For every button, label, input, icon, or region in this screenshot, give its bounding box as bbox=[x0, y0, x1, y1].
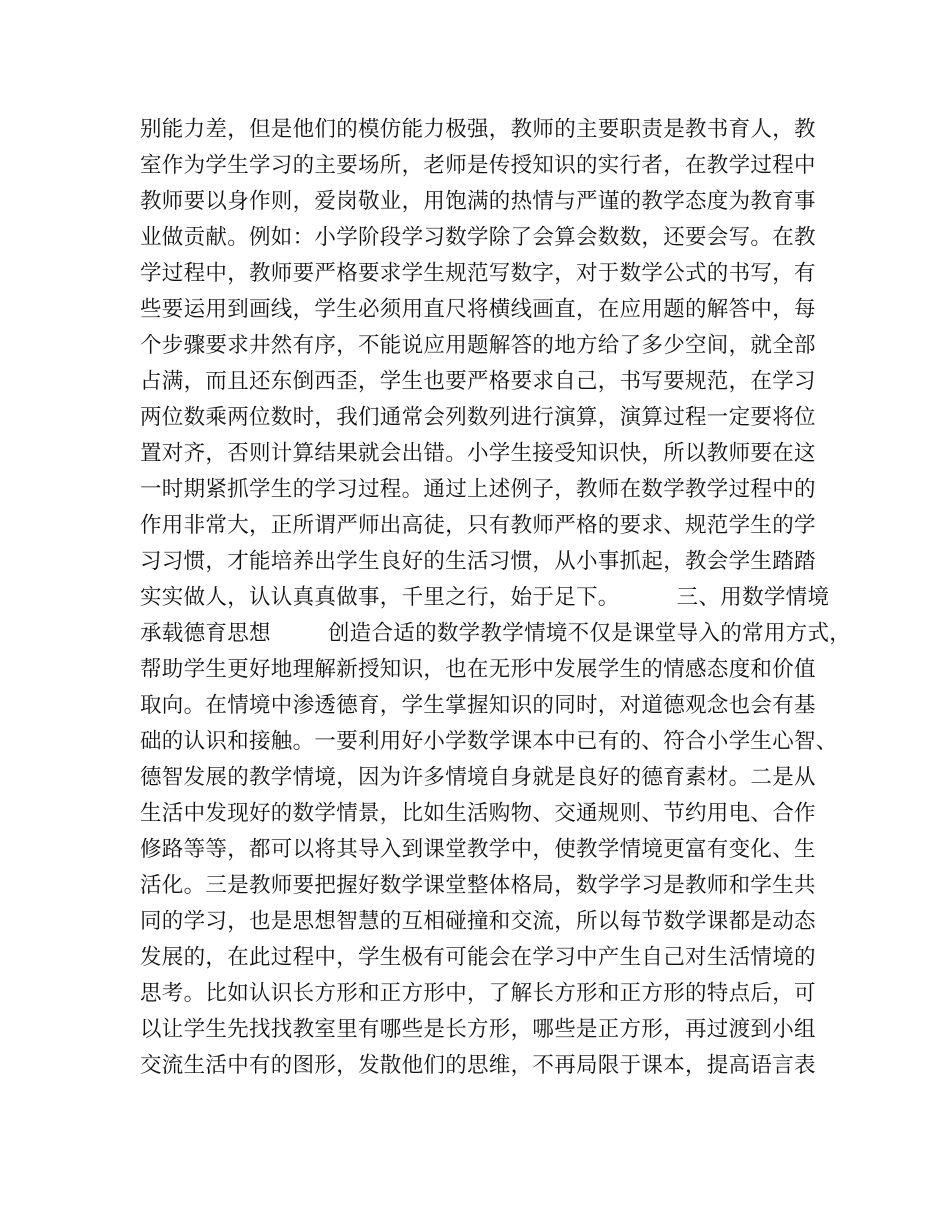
text-line: 德智发展的教学情境，因为许多情境自身就是良好的德育素材。二是从 bbox=[140, 765, 816, 790]
text-line: 取向。在情境中渗透德育，学生掌握知识的同时，对道德观念也会有基 bbox=[140, 693, 816, 718]
text-line: 一时期紧抓学生的学习过程。通过上述例子，教师在数学教学过程中的 bbox=[140, 477, 816, 502]
text-line: 帮助学生更好地理解新授知识，也在无形中发展学生的情感态度和价值 bbox=[140, 657, 816, 682]
text-line: 学过程中，教师要严格要求学生规范写数字，对于数学公式的书写，有 bbox=[140, 261, 816, 286]
body-text bbox=[140, 112, 852, 1084]
text-line: 以让学生先找找教室里有哪些是长方形，哪些是正方形，再过渡到小组 bbox=[140, 1017, 816, 1042]
text-line: 习习惯，才能培养出学生良好的生活习惯，从小事抓起，教会学生踏踏 bbox=[140, 549, 816, 574]
text-line: 置对齐，否则计算结果就会出错。小学生接受知识快，所以教师要在这 bbox=[140, 441, 816, 466]
text-line: 室作为学生学习的主要场所，老师是传授知识的实行者，在教学过程中 bbox=[140, 153, 816, 178]
text-line: 同的学习，也是思想智慧的互相碰撞和交流，所以每节数学课都是动态 bbox=[140, 909, 816, 934]
text-line: 两位数乘两位数时，我们通常会列数列进行演算，演算过程一定要将位 bbox=[140, 405, 816, 430]
text-line: 实实做人，认认真真做事，千里之行，始于足下。 三、用数学情境 bbox=[140, 585, 830, 610]
text-line: 教师要以身作则，爱岗敬业，用饱满的热情与严谨的教学态度为教育事 bbox=[140, 189, 816, 214]
text-line: 思考。比如认识长方形和正方形中，了解长方形和正方形的特点后，可 bbox=[140, 981, 816, 1006]
text-line: 别能力差，但是他们的模仿能力极强，教师的主要职责是教书育人，教 bbox=[140, 117, 816, 142]
text-line: 生活中发现好的数学情景，比如生活购物、交通规则、节约用电、合作 bbox=[140, 801, 816, 826]
text-line: 发展的，在此过程中，学生极有可能会在学习中产生自己对生活情境的 bbox=[140, 945, 816, 970]
text-line: 活化。三是教师要把握好数学课堂整体格局，数学学习是教师和学生共 bbox=[140, 873, 816, 898]
text-line: 占满，而且还东倒西歪，学生也要严格要求自己，书写要规范，在学习 bbox=[140, 369, 816, 394]
text-line: 业做贡献。例如：小学阶段学习数学除了会算会数数，还要会写。在教 bbox=[140, 225, 816, 250]
text-line: 些要运用到画线，学生必须用直尺将横线画直，在应用题的解答中，每 bbox=[140, 297, 816, 322]
text-line: 修路等等，都可以将其导入到课堂教学中，使教学情境更富有变化、生 bbox=[140, 837, 816, 862]
text-line: 个步骤要求井然有序，不能说应用题解答的地方给了多少空间，就全部 bbox=[140, 333, 816, 358]
text-line: 础的认识和接触。一要利用好小学数学课本中已有的、符合小学生心智、 bbox=[140, 729, 838, 754]
text-line: 交流生活中有的图形，发散他们的思维，不再局限于课本，提高语言表 bbox=[140, 1053, 816, 1078]
text-line: 承载德育思想 创造合适的数学教学情境不仅是课堂导入的常用方式， bbox=[140, 621, 852, 646]
text-line: 作用非常大，正所谓严师出高徒，只有教师严格的要求、规范学生的学 bbox=[140, 513, 816, 538]
